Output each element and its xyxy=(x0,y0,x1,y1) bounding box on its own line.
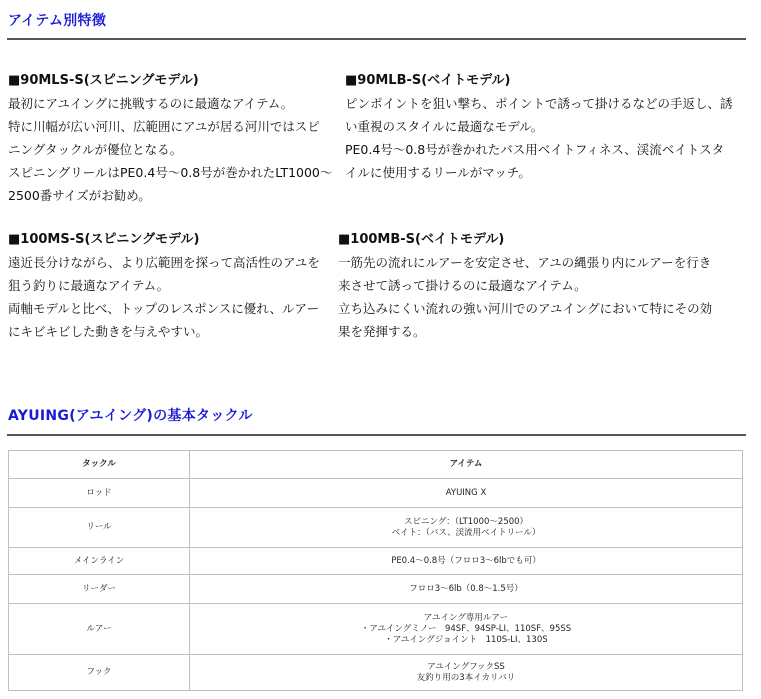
item-text-line: 2500番サイズがお勧め。 xyxy=(8,188,151,203)
table-row xyxy=(9,508,743,548)
item-text-line: 両軸モデルと比べ、トップのレスポンスに優れ、ルアー xyxy=(8,301,320,316)
cell-text: アユイングフックSS xyxy=(427,661,505,672)
item-text-line: 特に川幅が広い河川、広範囲にアユが居る河川ではスピ xyxy=(8,119,320,134)
cell-text: ベイト：（バス、渓流用ベイトリール） xyxy=(391,527,541,538)
item-text-line: ピンポイントを狙い撃ち、ポイントで誘って掛けるなどの手返し、誘 xyxy=(345,96,733,111)
row-label-main-line: メインライン xyxy=(9,548,190,575)
section-title-basic-tackle: AYUING(アユイング)の基本タックル xyxy=(8,408,253,424)
item-text-line: 来させて誘って掛けるのに最適なアイテム。 xyxy=(338,278,587,293)
row-label-leader: リーダー xyxy=(9,575,190,604)
item-text-line: ニングタックルが優位となる。 xyxy=(8,142,183,157)
table-row xyxy=(9,655,743,691)
table-row xyxy=(9,479,743,508)
item-heading: ■100MS-S(スピニングモデル) xyxy=(8,232,200,247)
cell-text: AYUING X xyxy=(445,487,487,498)
item-heading: ■100MB-S(ベイトモデル) xyxy=(338,232,505,247)
row-label-lure: ルアー xyxy=(9,604,190,655)
tackle-table xyxy=(8,450,743,691)
item-90mls-s xyxy=(8,70,332,207)
item-text-line: 立ち込みにくい流れの強い河川でのアユイングにおいて特にその効 xyxy=(338,301,713,316)
item-text-line: PE0.4号～0.8号が巻かれたバス用ベイトフィネス、渓流ベイトスタ xyxy=(345,142,725,157)
cell-text: ・アユイングジョイント 110S-LI、130S xyxy=(384,634,548,645)
cell-text: ・アユイングミノー 94SF、94SP-LI、110SF、95SS xyxy=(360,623,572,634)
item-heading: ■90MLB-S(ベイトモデル) xyxy=(345,73,511,88)
row-label-hook: フック xyxy=(9,655,190,691)
cell-text: スピニング：（LT1000～2500） xyxy=(403,516,529,527)
item-100mb-s xyxy=(338,229,712,343)
item-text-line: 果を発揮する。 xyxy=(338,324,426,339)
item-heading: ■90MLS-S(スピニングモデル) xyxy=(8,73,199,88)
row-value-reel xyxy=(190,508,743,548)
row-value-lure xyxy=(190,604,743,655)
row-value-hook xyxy=(190,655,743,691)
row-value-main-line xyxy=(190,548,743,575)
item-text-line: 遠近長分けながら、より広範囲を探って高活性のアユを xyxy=(8,255,320,270)
item-text-line: イルに使用するリールがマッチ。 xyxy=(345,165,531,180)
table-row xyxy=(9,548,743,575)
table-row xyxy=(9,575,743,604)
section-title-item-features: アイテム別特徴 xyxy=(8,13,107,29)
row-value-rod xyxy=(190,479,743,508)
item-text-line: 最初にアユイングに挑戦するのに最適なアイテム。 xyxy=(8,96,294,111)
row-label-rod: ロッド xyxy=(9,479,190,508)
column-header-tackle: タックル xyxy=(9,451,190,479)
row-value-leader xyxy=(190,575,743,604)
item-text-line: 一筋先の流れにルアーを安定させ、アユの縄張り内にルアーを行き xyxy=(338,255,712,270)
cell-text: 友釣り用の3本イカリバリ xyxy=(416,672,516,683)
row-label-reel: リール xyxy=(9,508,190,548)
table-row xyxy=(9,604,743,655)
section-divider xyxy=(7,434,746,436)
column-header-item: アイテム xyxy=(190,451,743,479)
cell-text: フロロ3～6lb（0.8～1.5号） xyxy=(409,583,523,594)
item-text-line: スピニングリールはPE0.4号～0.8号が巻かれたLT1000～ xyxy=(8,165,333,180)
cell-text: アユイング専用ルアー xyxy=(423,612,509,623)
item-text-line: い重視のスタイルに最適なモデル。 xyxy=(345,119,544,134)
item-100ms-s xyxy=(8,229,320,343)
item-text-line: にキビキビした動きを与えやすい。 xyxy=(8,324,209,339)
table-header-row xyxy=(9,451,743,479)
cell-text: PE0.4～0.8号（フロロ3～6lbでも可） xyxy=(391,555,541,566)
item-90mlb-s xyxy=(345,70,733,184)
section-divider xyxy=(7,38,746,40)
item-text-line: 狙う釣りに最適なアイテム。 xyxy=(8,278,170,293)
